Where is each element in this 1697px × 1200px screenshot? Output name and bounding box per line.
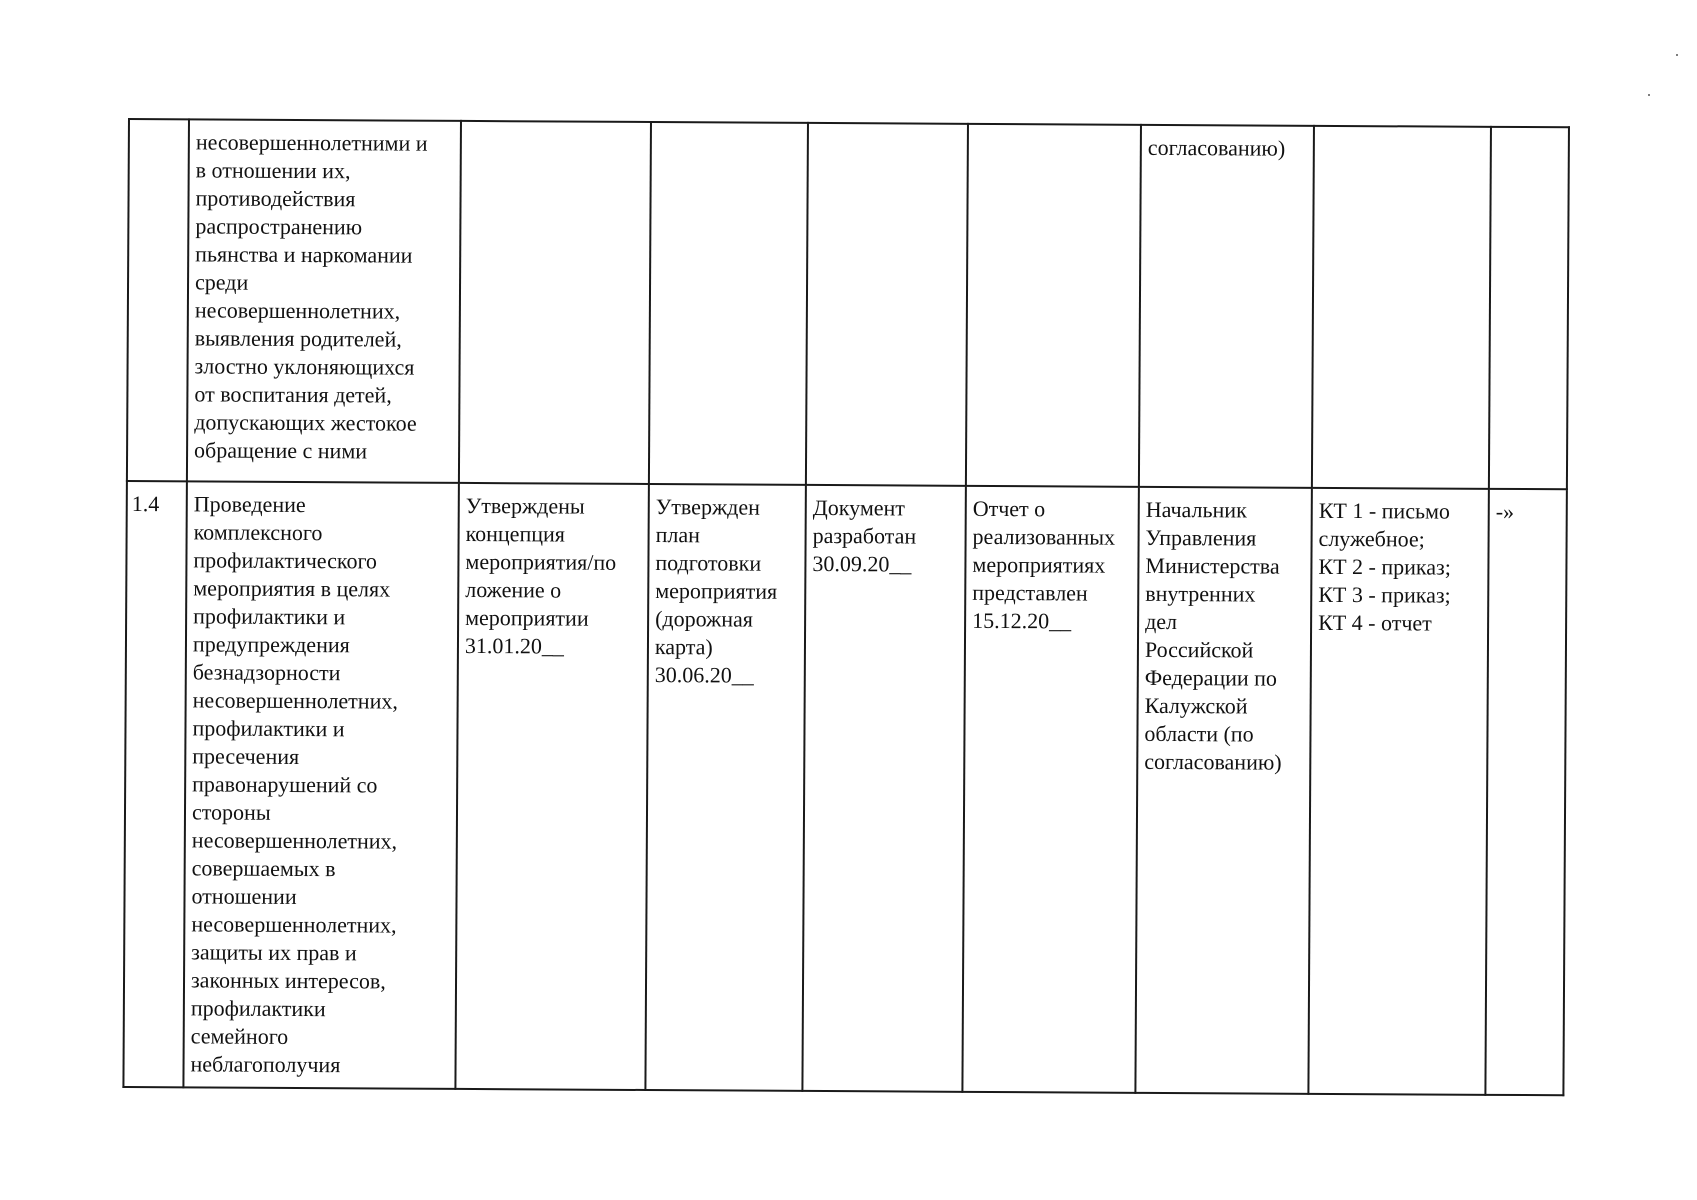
table-row [127,119,1569,489]
event-description-cell: Проведение комплексного профилактического мероприятия в целях профилактики и предупреждения безнадзорности несовершеннолетних, профилактики и пресечения правонарушений со стороны несовершеннолетних, совершаемых в отношении несовершеннолетних, защиты их прав и законных интересов, профилактики семейного неблагополучия [183,481,458,1089]
checkpoint-1-cell: Утверждены концепция мероприятия/по ложение о мероприятии 31.01.20__ [455,483,648,1090]
checkpoint-4-cell: Отчет о реализованных мероприятиях представлен 15.12.20__ [962,486,1138,1093]
row-number-cell [127,119,189,481]
checkpoint-2-cell: Утвержден план подготовки мероприятия (дорожная карта) 30.06.20__ [645,484,805,1091]
scan-speck [1676,54,1678,56]
checkpoint-4-cell [966,124,1141,487]
checkpoint-1-cell [459,121,651,484]
checkpoint-2-cell [649,122,808,485]
mark-cell [1489,127,1569,489]
event-description-cell: несовершеннолетними и в отношении их, противодействия распространению пьянства и наркомании среди несовершеннолетних, выявления родителей, злостно уклоняющихся от воспитания детей, допускающих жестокое обращение с ними [187,119,461,483]
checkpoint-3-cell [806,123,968,486]
responsible-cell: согласованию) [1139,125,1314,488]
mark-cell: -» [1485,489,1566,1095]
responsible-cell: Начальник Управления Министерства внутренних дел Российской Федерации по Калужской области (по согласованию) [1135,487,1311,1094]
table-row [123,481,1566,1095]
documents-cell: КТ 1 - письмо служебное; КТ 2 - приказ; КТ 3 - приказ; КТ 4 - отчет [1308,488,1488,1095]
checkpoint-3-cell: Документ разработан 30.09.20__ [802,485,965,1092]
row-number-cell: 1.4 [123,481,186,1087]
plan-table [122,118,1570,1096]
scan-speck [1648,94,1650,96]
documents-cell [1312,126,1491,489]
